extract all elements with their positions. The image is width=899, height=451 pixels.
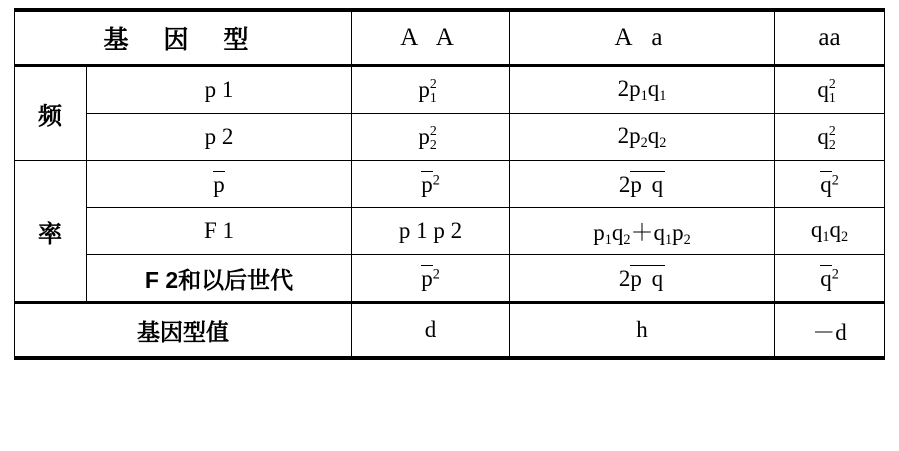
footer-AA-value: d bbox=[352, 303, 510, 359]
cell-aa-F1: $q_1q_2$ bbox=[775, 208, 885, 255]
cell-genotype-F2: F 2和以后世代 bbox=[87, 255, 352, 303]
cell-AA-F1: p 1 p 2 bbox=[352, 208, 510, 255]
side-label-rate: 率 bbox=[15, 161, 87, 303]
table-row bbox=[15, 208, 885, 255]
cell-genotype-p1: p 1 bbox=[87, 66, 352, 114]
cell-Aa-pbar: 2p q bbox=[510, 161, 775, 208]
cell-genotype-p2: p 2 bbox=[87, 114, 352, 161]
table-footer-row bbox=[15, 303, 885, 359]
genotype-frequency-table bbox=[14, 8, 885, 360]
footer-aa-value: －d bbox=[775, 303, 885, 359]
cell-aa-p1: q 1 2 bbox=[775, 66, 885, 114]
header-aa: aa bbox=[775, 10, 885, 66]
cell-aa-p2: q 2 2 bbox=[775, 114, 885, 161]
cell-Aa-p2: $2p_2q_2$ bbox=[510, 114, 775, 161]
cell-AA-F2: $p^2$ bbox=[352, 255, 510, 303]
cell-aa-pbar: $q^2$ bbox=[775, 161, 885, 208]
cell-Aa-p1: $2p_1q_1$ bbox=[510, 66, 775, 114]
header-AA: A A bbox=[352, 10, 510, 66]
table-row bbox=[15, 66, 885, 114]
header-Aa: A a bbox=[510, 10, 775, 66]
table-row bbox=[15, 161, 885, 208]
footer-Aa-value: h bbox=[510, 303, 775, 359]
table-header-row bbox=[15, 10, 885, 66]
cell-Aa-F1: $p_1q_2+q_1p_2$ bbox=[510, 208, 775, 255]
footer-label-genotype-value: 基因型值 bbox=[15, 303, 352, 359]
table-row bbox=[15, 114, 885, 161]
cell-aa-F2: $q^2$ bbox=[775, 255, 885, 303]
cell-AA-pbar: $p^2$ bbox=[352, 161, 510, 208]
cell-AA-p2: p 2 2 bbox=[352, 114, 510, 161]
header-genotype: 基 因 型 bbox=[15, 10, 352, 66]
side-label-frequency: 频 bbox=[15, 66, 87, 161]
cell-genotype-pbar: p bbox=[87, 161, 352, 208]
cell-Aa-F2: 2p q bbox=[510, 255, 775, 303]
table-row bbox=[15, 255, 885, 303]
cell-genotype-F1: F 1 bbox=[87, 208, 352, 255]
cell-AA-p1: p 1 2 bbox=[352, 66, 510, 114]
